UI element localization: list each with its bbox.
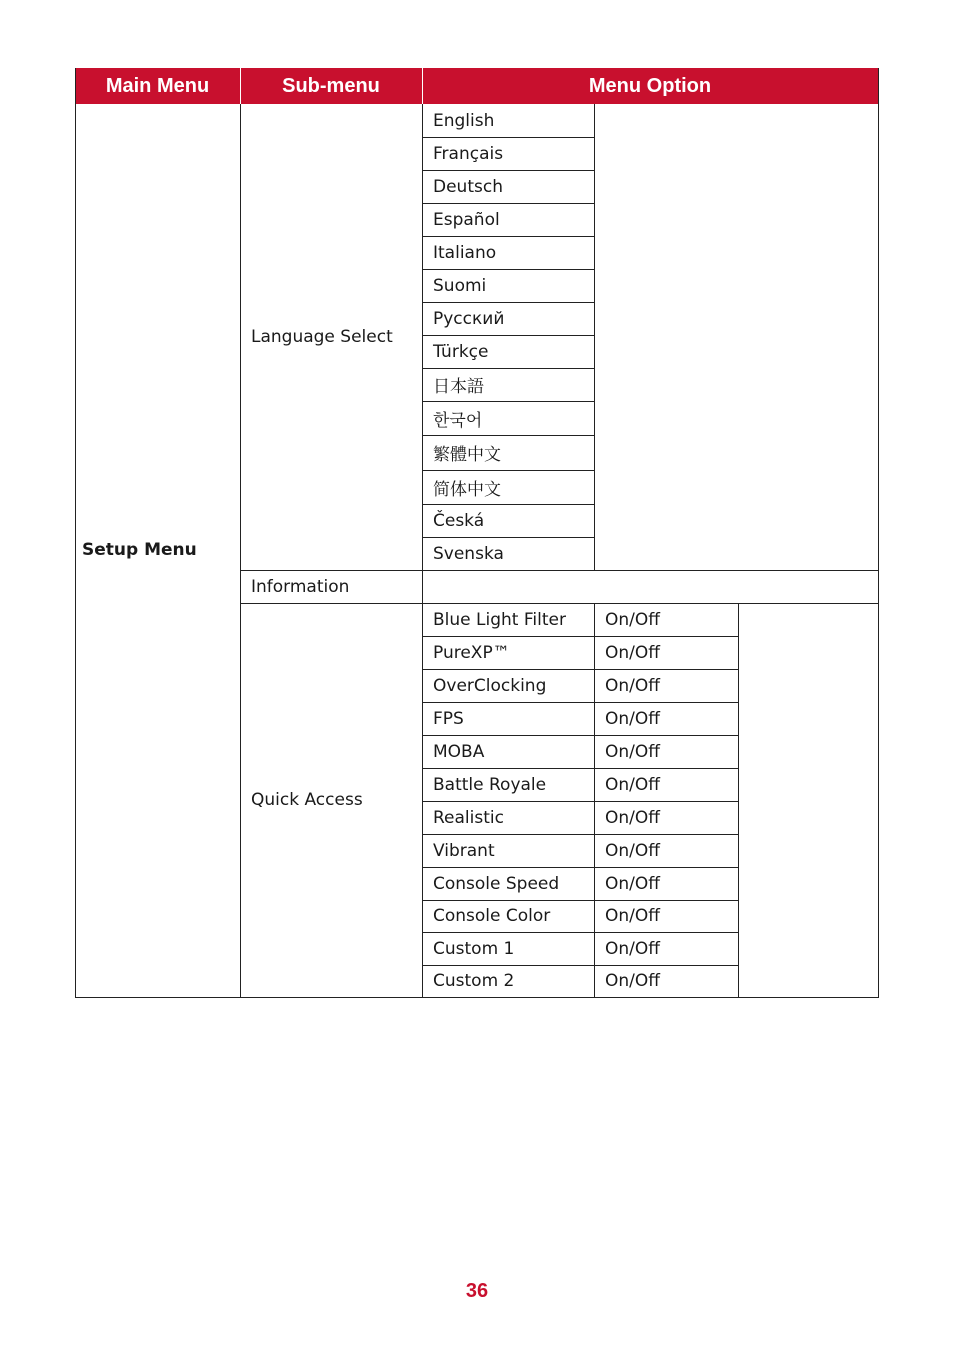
quick-access-value: On/Off [605,807,660,828]
language-option: 繁體中文 [433,445,501,465]
table-rule [422,435,594,436]
submenu-language-select: Language Select [251,327,393,347]
page-number: 36 [465,1280,489,1302]
table-rule [422,203,594,204]
table-rule [422,867,738,868]
quick-access-value: On/Off [605,906,660,926]
table-rule [422,104,423,997]
table-rule [422,269,594,270]
submenu-information: Information [251,576,350,597]
table-rule [878,68,879,998]
quick-access-value: On/Off [605,642,660,663]
table-rule [422,470,594,471]
table-rule [422,137,594,138]
language-option: Русский [433,308,505,329]
quick-access-item: OverClocking [433,675,547,696]
table-rule [422,236,594,237]
table-rule [422,768,738,769]
quick-access-item: Custom 1 [433,938,515,959]
quick-access-value: On/Off [605,708,660,729]
language-option: 日本語 [433,377,484,397]
quick-access-value: On/Off [605,609,660,630]
table-rule [240,104,241,997]
header-divider [240,68,241,104]
table-rule [422,170,594,171]
quick-access-item: Custom 2 [433,971,515,991]
table-rule [422,834,738,835]
table-rule [422,335,594,336]
quick-access-value: On/Off [605,938,660,959]
table-rule [422,702,738,703]
table-rule [422,801,738,802]
table-rule [422,302,594,303]
quick-access-value: On/Off [605,741,660,762]
language-option: Français [433,143,504,164]
submenu-quick-access: Quick Access [251,790,363,810]
quick-access-item: Blue Light Filter [433,609,566,630]
table-rule [738,603,739,997]
main-menu-setup: Setup Menu [82,540,197,560]
language-option: English [433,110,495,131]
quick-access-item: PureXP™ [433,642,510,663]
table-rule [422,735,738,736]
table-rule [422,900,738,901]
table-rule [75,68,76,998]
table-rule [422,504,594,505]
quick-access-item: Battle Royale [433,774,547,795]
table-rule [422,537,594,538]
quick-access-value: On/Off [605,873,660,894]
language-option: Español [433,209,500,230]
quick-access-item: Console Speed [433,873,560,894]
table-rule [422,636,738,637]
language-option: 한국어 [433,410,483,431]
table-rule [422,401,594,402]
language-option: Italiano [433,242,497,263]
header-divider [422,68,423,104]
quick-access-value: On/Off [605,840,660,861]
quick-access-item: MOBA [433,741,485,762]
header-main-menu: Main Menu [75,68,240,104]
table-rule [422,669,738,670]
language-option: Deutsch [433,176,503,197]
header-menu-option: Menu Option [422,68,878,104]
quick-access-item: Realistic [433,807,504,828]
quick-access-value: On/Off [605,971,660,991]
language-option: Türkçe [433,341,489,362]
quick-access-item: Vibrant [433,840,495,861]
language-option: Svenska [433,543,504,564]
table-rule [422,965,738,966]
table-rule [594,603,595,997]
quick-access-item: FPS [433,708,464,729]
table-rule [75,997,879,998]
quick-access-value: On/Off [605,774,660,795]
table-rule [594,104,595,570]
header-sub-menu: Sub-menu [240,68,422,104]
table-rule [422,368,594,369]
table-rule [422,932,738,933]
language-option: Česká [433,510,485,531]
quick-access-item: Console Color [433,906,551,926]
language-option: Suomi [433,275,487,296]
language-option: 简体中文 [433,479,501,500]
quick-access-value: On/Off [605,675,660,696]
